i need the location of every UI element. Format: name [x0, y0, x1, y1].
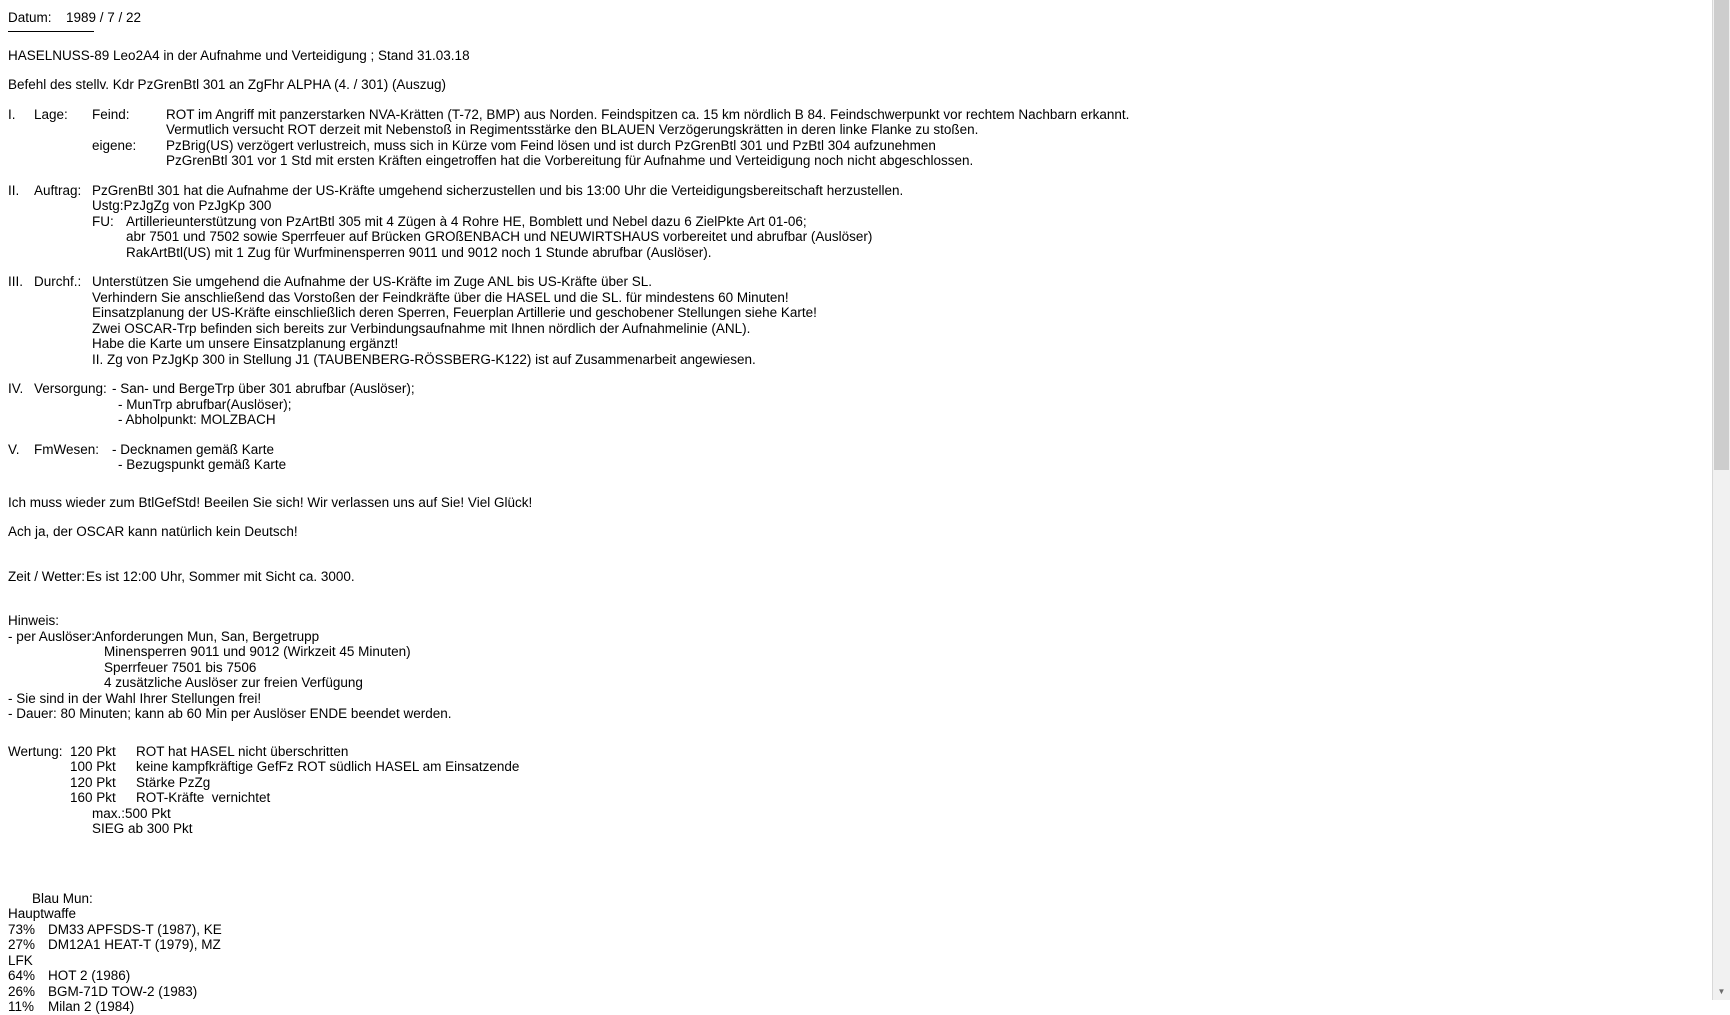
date-value: 1989 / 7 / 22	[66, 10, 142, 25]
ammo-lfk-row-1	[8, 968, 1708, 984]
scoring-row-2	[8, 759, 1708, 775]
fmwesen-row-2	[118, 457, 1708, 473]
ammo-main-text-2: DM12A1 HEAT-T (1979), MZ	[48, 937, 221, 952]
section-roman-v: V.	[8, 441, 20, 457]
section-roman-iii: III.	[8, 274, 24, 289]
scrollbar-thumb[interactable]	[1714, 0, 1729, 470]
ammo-main-pct-1: 73%	[8, 921, 36, 937]
versorgung-line-2: - MunTrp abrufbar(Auslöser);	[118, 396, 292, 412]
auftrag-line-1: PzGrenBtl 301 hat die Aufnahme der US-Kräfte umgehend sicherzustellen und bis 13:00 Uhr die Verteidigungsbereitschaft herzustellen.	[92, 182, 904, 198]
section-roman-i: I.	[8, 106, 16, 122]
section-name-auftrag: Auftrag:	[34, 182, 82, 198]
scoring-points-2: 100 Pkt	[70, 759, 116, 774]
section-lage-line-2	[8, 122, 1708, 138]
durchf-row-6	[92, 352, 1708, 368]
durchf-row-3	[92, 305, 1708, 321]
notes-heading: Hinweis:	[8, 613, 60, 628]
ammo-main-pct-2: 27%	[8, 937, 36, 952]
scoring-points-3: 120 Pkt	[70, 774, 116, 790]
scoring-win-line: SIEG ab 300 Pkt	[92, 821, 193, 836]
section-durchf-line-1	[8, 274, 1708, 290]
scoring-win-row	[92, 821, 1708, 837]
notes-trigger-line-1: Anforderungen Mun, San, Bergetrupp	[94, 628, 320, 644]
spacer	[8, 93, 1708, 107]
spacer	[8, 722, 1708, 744]
section-name-fmwesen: FmWesen:	[34, 441, 100, 457]
scoring-points-4: 160 Pkt	[70, 790, 116, 805]
closing-line-1: Ich muss wieder zum BtlGefStd! Beeilen Sie sich! Wir verlassen uns auf Sie! Viel Glück!	[8, 494, 533, 510]
sublabel-feind: Feind:	[92, 106, 130, 122]
spacer	[8, 540, 1708, 562]
scoring-points-1: 120 Pkt	[70, 743, 116, 759]
section-name-durchf: Durchf.:	[34, 274, 82, 289]
weather-label: Zeit / Wetter:	[8, 568, 86, 584]
section-name-versorgung: Versorgung:	[34, 381, 107, 396]
notes-trigger-label: - per Auslöser:	[8, 628, 96, 644]
notes-extra-line-1: - Sie sind in der Wahl Ihrer Stellungen frei!	[8, 690, 262, 706]
versorgung-row-2	[118, 397, 1708, 413]
date-label: Datum:	[8, 10, 52, 25]
fmwesen-line-2: - Bezugspunkt gemäß Karte	[118, 457, 287, 472]
ammo-lfk-pct-3: 11%	[8, 999, 35, 1014]
durchf-row-2	[92, 290, 1708, 306]
spacer	[8, 428, 1708, 442]
ammo-lfk-label: LFK	[8, 952, 33, 968]
section-auftrag-line-1	[8, 183, 1708, 199]
weather-text: Es ist 12:00 Uhr, Sommer mit Sicht ca. 3000.	[86, 568, 355, 584]
fmwesen-line-1: - Decknamen gemäß Karte	[112, 441, 275, 457]
spacer	[8, 562, 1708, 569]
notes-trigger-row-2	[104, 644, 1708, 660]
lage-eigene-line-1: PzBrig(US) verzögert verlustreich, muss sich in Kürze vom Feind lösen und ist durch PzGrenBtl 301 und PzBtl 304 aufzunehmen	[166, 137, 936, 153]
lage-eigene-line-2: PzGrenBtl 301 vor 1 Std mit ersten Kräften eingetroffen hat die Vorbereitung für Aufnahme und Verteidigung noch nicht abgeschlossen.	[166, 153, 974, 168]
section-roman-iv: IV.	[8, 381, 24, 396]
fu-label: FU:	[92, 213, 114, 229]
vertical-scrollbar[interactable]	[1712, 0, 1730, 1000]
durchf-line-1: Unterstützen Sie umgehend die Aufnahme der US-Kräfte im Zuge ANL bis US-Kräfte über SL.	[92, 274, 653, 289]
weather-row	[8, 569, 1708, 585]
spacer	[8, 606, 1708, 613]
scoring-text-4: ROT-Kräfte vernichtet	[136, 790, 271, 805]
section-lage-line-3	[8, 138, 1708, 154]
notes-trigger-line-3: Sperrfeuer 7501 bis 7506	[104, 659, 257, 675]
scoring-label: Wertung:	[8, 743, 63, 759]
ammo-lfk-text-2: BGM-71D TOW-2 (1983)	[48, 983, 198, 999]
section-lage-line-1	[8, 107, 1708, 123]
ammo-main-row-2	[8, 937, 1708, 953]
versorgung-line-3: - Abholpunkt: MOLZBACH	[118, 412, 276, 427]
durchf-line-6: II. Zg von PzJgKp 300 in Stellung J1 (TAUBENBERG-RÖSSBERG-K122) ist auf Zusammenarbeit angewiesen.	[92, 351, 756, 367]
ammo-lfk-pct-1: 64%	[8, 968, 36, 983]
header-divider	[8, 31, 94, 32]
ammo-lfk-row-2	[8, 984, 1708, 1000]
fu-line-2: abr 7501 und 7502 sowie Sperrfeuer auf Brücken GROßENBACH und NEUWIRTSHAUS vorbereitet und abrufbar (Auslöser)	[126, 229, 873, 244]
sublabel-eigene: eigene:	[92, 137, 137, 153]
ammo-lfk-text-1: HOT 2 (1986)	[48, 968, 131, 983]
spacer	[8, 510, 1708, 524]
ammo-lfk-row-3	[8, 999, 1708, 1015]
scoring-text-3: Stärke PzZg	[136, 774, 211, 790]
durchf-row-5	[92, 336, 1708, 352]
versorgung-row-3	[118, 412, 1708, 428]
spacer	[8, 260, 1708, 274]
scroll-down-arrow-icon[interactable]: ▼	[1713, 983, 1730, 1000]
lage-feind-line-1: ROT im Angriff mit panzerstarken NVA-Krätten (T-72, BMP) aus Norden. Feindspitzen ca. 15 km nördlich B 84. Feindschwerpunkt vor rechtem Nachbarn erkannt.	[166, 106, 1130, 122]
versorgung-line-1: - San- und BergeTrp über 301 abrufbar (Auslöser);	[112, 381, 415, 396]
spacer	[8, 877, 1708, 891]
notes-trigger-line-4: 4 zusätzliche Auslöser zur freien Verfügung	[104, 675, 363, 690]
ammo-lfk-text-3: Milan 2 (1984)	[48, 999, 135, 1014]
durchf-row-4	[92, 321, 1708, 337]
scoring-max-line: max.:500 Pkt	[92, 805, 171, 821]
spacer	[8, 169, 1708, 183]
spacer	[8, 367, 1708, 381]
scoring-text-2: keine kampfkräftige GefFz ROT südlich HASEL am Einsatzende	[136, 759, 520, 774]
notes-trigger-row-3	[104, 660, 1708, 676]
ammo-lfk-pct-2: 26%	[8, 983, 36, 999]
auftrag-fu-row-3	[126, 245, 1708, 261]
auftrag-fu-row-2	[126, 229, 1708, 245]
fu-line-3: RakArtBtl(US) mit 1 Zug für Wurfminensperren 9011 und 9012 noch 1 Stunde abrufbar (Auslöser).	[126, 244, 712, 260]
lage-feind-line-2: Vermutlich versucht ROT derzeit mit Nebenstoß in Regimentsstärke den BLAUEN Verzögerungskrätten in deren linke Flanke zu stoßen.	[166, 122, 979, 137]
ammo-heading-row	[8, 891, 1708, 907]
durchf-line-2: Verhindern Sie anschließend das Vorstoßen der Feindkräfte über die HASEL und die SL. für mindestens 60 Minuten!	[92, 289, 789, 305]
ammo-main-text-1: DM33 APFSDS-T (1987), KE	[48, 921, 222, 937]
section-roman-ii: II.	[8, 182, 20, 198]
spacer	[8, 584, 1708, 606]
auftrag-fu-row	[92, 214, 1708, 230]
auftrag-line-2-row	[92, 198, 1708, 214]
document-title: HASELNUSS-89 Leo2A4 in der Aufnahme und Verteidigung ; Stand 31.03.18	[8, 47, 470, 63]
section-lage-line-4	[8, 153, 1708, 169]
durchf-line-5: Habe die Karte um unsere Einsatzplanung ergänzt!	[92, 336, 399, 351]
document-subtitle: Befehl des stellv. Kdr PzGrenBtl 301 an ZgFhr ALPHA (4. / 301) (Auszug)	[8, 77, 446, 92]
spacer	[8, 473, 1708, 495]
notes-trigger-row-1	[8, 629, 1708, 645]
closing-line-2: Ach ja, der OSCAR kann natürlich kein Deutsch!	[8, 524, 298, 539]
scoring-text-1: ROT hat HASEL nicht überschritten	[136, 743, 349, 759]
scoring-max-row	[92, 806, 1708, 822]
section-fmwesen-line-1	[8, 442, 1708, 458]
scoring-row-4	[8, 790, 1708, 806]
ammo-main-row-1	[8, 922, 1708, 938]
section-versorgung-line-1	[8, 381, 1708, 397]
auftrag-line-2: Ustg:PzJgZg von PzJgKp 300	[92, 198, 272, 213]
spacer	[8, 837, 1708, 877]
durchf-line-4: Zwei OSCAR-Trp befinden sich bereits zur Verbindungsaufnahme mit Ihnen nördlich der Aufnahmelinie (ANL).	[92, 320, 751, 336]
notes-trigger-line-2: Minensperren 9011 und 9012 (Wirkzeit 45 Minuten)	[104, 644, 411, 659]
durchf-line-3: Einsatzplanung der US-Kräfte einschließlich deren Sperren, Feuerplan Artillerie und geschobener Stellungen siehe Karte!	[92, 305, 817, 320]
fu-line-1: Artillerieunterstützung von PzArtBtl 305 mit 4 Zügen à 4 Rohre HE, Bomblett und Nebel dazu 6 ZielPkte Art 01-06;	[126, 213, 807, 229]
ammo-heading: Blau Mun:	[32, 890, 93, 906]
section-name-lage: Lage:	[34, 106, 68, 122]
notes-extra-line-2: - Dauer: 80 Minuten; kann ab 60 Min per Auslöser ENDE beendet werden.	[8, 706, 452, 721]
date-row	[8, 10, 1708, 26]
document-content	[8, 10, 1708, 1015]
spacer	[8, 63, 1708, 77]
notes-trigger-row-4	[104, 675, 1708, 691]
ammo-main-weapon-label: Hauptwaffe	[8, 906, 77, 921]
scoring-row-1	[8, 744, 1708, 760]
scoring-row-3	[8, 775, 1708, 791]
